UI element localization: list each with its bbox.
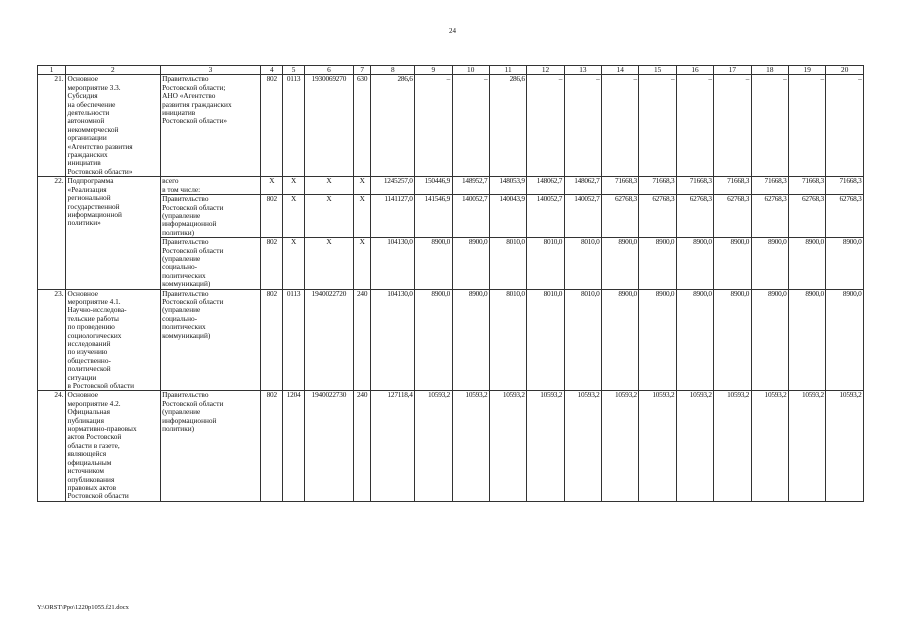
target-article-cell: Х [305,195,354,238]
expense-type-cell: Х [353,238,371,289]
table-row [38,289,864,391]
amount-cell: 62768,3 [602,195,639,238]
section-code-cell: Х [283,177,305,195]
expense-type-cell: 240 [353,391,371,501]
ministry-code-cell: 802 [261,195,283,238]
column-number: 3 [160,66,261,75]
amount-cell: – [789,75,826,177]
amount-cell: 62768,3 [826,195,864,238]
amount-cell: – [452,75,489,177]
amount-cell: 8900,0 [415,289,452,391]
expense-type-cell: Х [353,195,371,238]
executor-cell: всего в том числе: [160,177,261,195]
amount-cell: 8900,0 [714,238,751,289]
budget-table [37,65,864,502]
table-row [38,238,864,289]
amount-cell: 286,6 [371,75,415,177]
amount-cell: 8900,0 [789,289,826,391]
expense-type-cell: 240 [353,289,371,391]
amount-cell: 71668,3 [751,177,788,195]
amount-cell: 10593,2 [602,391,639,501]
section-code-cell: 0113 [283,289,305,391]
measure-name: Основное мероприятие 4.2. Официальная публикация нормативно-правовых актов Ростовской области в газете, являющейся официальным источником опубликования правовых актов Ростовской области [66,391,161,501]
expense-type-cell: 630 [353,75,371,177]
amount-cell: 8900,0 [676,289,713,391]
amount-cell: 10593,2 [564,391,601,501]
column-number: 13 [564,66,601,75]
table-row [38,195,864,238]
amount-cell: 62768,3 [789,195,826,238]
target-article-cell: 1930069270 [305,75,354,177]
amount-cell: 148062,7 [527,177,564,195]
executor-cell: Правительство Ростовской области; АНО «Агентство развития гражданских инициатив Ростовской области» [160,75,261,177]
amount-cell: 8900,0 [826,289,864,391]
column-number-row [38,66,864,75]
amount-cell: 10593,2 [789,391,826,501]
amount-cell: 140052,7 [452,195,489,238]
executor-cell: Правительство Ростовской области (управление информационной политики) [160,391,261,501]
amount-cell: – [826,75,864,177]
measure-name: Основное мероприятие 3.3. Субсидия на обеспечение деятельности автономной некоммерческой организации «Агентство развития гражданских инициатив Ростовской области» [66,75,161,177]
amount-cell: 62768,3 [751,195,788,238]
amount-cell: 62768,3 [639,195,676,238]
column-number: 8 [371,66,415,75]
ministry-code-cell: 802 [261,391,283,501]
column-number: 4 [261,66,283,75]
column-number: 18 [751,66,788,75]
amount-cell: 140052,7 [564,195,601,238]
amount-cell: 8010,0 [489,289,526,391]
amount-cell: 71668,3 [676,177,713,195]
amount-cell: 62768,3 [714,195,751,238]
amount-cell: 8010,0 [564,238,601,289]
amount-cell: 127118,4 [371,391,415,501]
column-number: 2 [66,66,161,75]
amount-cell: 10593,2 [676,391,713,501]
table-row [38,391,864,501]
amount-cell: 10593,2 [751,391,788,501]
page-number: 24 [449,27,456,35]
amount-cell: 71668,3 [789,177,826,195]
amount-cell: – [676,75,713,177]
amount-cell: 62768,3 [676,195,713,238]
amount-cell: 10593,2 [639,391,676,501]
amount-cell: 1245257,0 [371,177,415,195]
column-number: 5 [283,66,305,75]
target-article-cell: 1940022720 [305,289,354,391]
column-number: 20 [826,66,864,75]
amount-cell: 148952,7 [452,177,489,195]
amount-cell: 71668,3 [826,177,864,195]
amount-cell: 1141127,0 [371,195,415,238]
table-row [38,177,864,195]
amount-cell: 8010,0 [564,289,601,391]
row-number: 23. [38,289,66,391]
amount-cell: 8900,0 [415,238,452,289]
ministry-code-cell: 802 [261,238,283,289]
expense-type-cell: Х [353,177,371,195]
amount-cell: 10593,2 [714,391,751,501]
amount-cell: 8900,0 [452,238,489,289]
executor-cell: Правительство Ростовской области (управление социально- политических коммуникаций) [160,289,261,391]
row-number: 24. [38,391,66,501]
amount-cell: 140043,9 [489,195,526,238]
table-row [38,75,864,177]
column-number: 10 [452,66,489,75]
target-article-cell: Х [305,177,354,195]
row-number: 22. [38,177,66,289]
amount-cell: 8900,0 [826,238,864,289]
amount-cell: 104130,0 [371,289,415,391]
row-number: 21. [38,75,66,177]
amount-cell: 150446,9 [415,177,452,195]
amount-cell: 71668,3 [714,177,751,195]
amount-cell: – [527,75,564,177]
amount-cell: 8900,0 [452,289,489,391]
amount-cell: 141546,9 [415,195,452,238]
amount-cell: – [639,75,676,177]
measure-name: Подпрограмма «Реализация региональной государственной информационной политики» [66,177,161,289]
column-number: 15 [639,66,676,75]
section-code-cell: Х [283,238,305,289]
amount-cell: 10593,2 [415,391,452,501]
column-number: 7 [353,66,371,75]
column-number: 9 [415,66,452,75]
section-code-cell: 0113 [283,75,305,177]
amount-cell: 8900,0 [639,289,676,391]
column-number: 17 [714,66,751,75]
column-number: 6 [305,66,354,75]
amount-cell: – [564,75,601,177]
executor-cell: Правительство Ростовской области (управление социально- политических коммуникаций) [160,238,261,289]
amount-cell: 8010,0 [489,238,526,289]
measure-name: Основное мероприятие 4.1. Научно-исследова- тельские работы по проведению социологических исследований по изучению общественно- политической ситуации в Ростовской области [66,289,161,391]
column-number: 19 [789,66,826,75]
column-number: 16 [676,66,713,75]
amount-cell: 8900,0 [751,238,788,289]
section-code-cell: 1204 [283,391,305,501]
amount-cell: – [751,75,788,177]
table-body [38,66,864,502]
amount-cell: 8900,0 [602,289,639,391]
target-article-cell: 1940022730 [305,391,354,501]
amount-cell: 8900,0 [789,238,826,289]
ministry-code-cell: 802 [261,289,283,391]
amount-cell: 8900,0 [639,238,676,289]
amount-cell: 71668,3 [639,177,676,195]
amount-cell: 148053,9 [489,177,526,195]
amount-cell: 8010,0 [527,238,564,289]
amount-cell: – [602,75,639,177]
amount-cell: 10593,2 [489,391,526,501]
amount-cell: 71668,3 [602,177,639,195]
amount-cell: 148062,7 [564,177,601,195]
amount-cell: 140052,7 [527,195,564,238]
column-number: 12 [527,66,564,75]
amount-cell: 10593,2 [826,391,864,501]
amount-cell: 10593,2 [527,391,564,501]
amount-cell: 8010,0 [527,289,564,391]
amount-cell: – [415,75,452,177]
amount-cell: 104130,0 [371,238,415,289]
amount-cell: 8900,0 [676,238,713,289]
ministry-code-cell: Х [261,177,283,195]
column-number: 1 [38,66,66,75]
ministry-code-cell: 802 [261,75,283,177]
target-article-cell: Х [305,238,354,289]
amount-cell: 8900,0 [714,289,751,391]
amount-cell: 286,6 [489,75,526,177]
column-number: 14 [602,66,639,75]
amount-cell: 10593,2 [452,391,489,501]
section-code-cell: Х [283,195,305,238]
column-number: 11 [489,66,526,75]
amount-cell: 8900,0 [602,238,639,289]
executor-cell: Правительство Ростовской области (управление информационной политики) [160,195,261,238]
amount-cell: – [714,75,751,177]
file-path-footer: Y:\ORST\Ppo\1220p1055.f21.docx [37,604,129,611]
amount-cell: 8900,0 [751,289,788,391]
